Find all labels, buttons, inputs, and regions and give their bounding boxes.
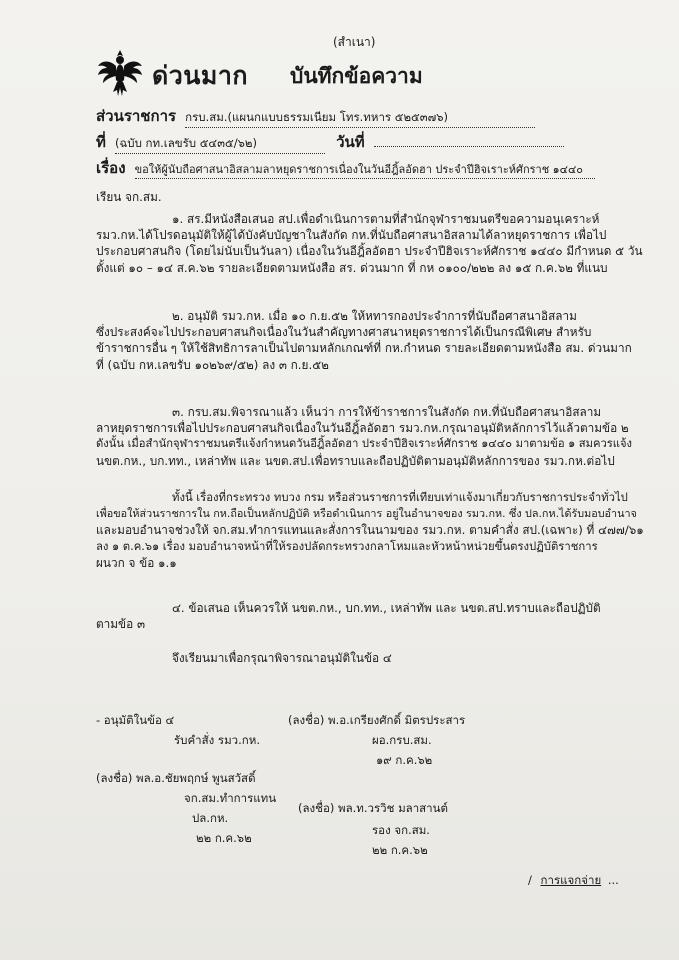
text-line: ทั้งนี้ เรื่องที่กระทรวง ทบวง กรม หรือส่วนราชการที่เทียบเท่าแจ้งมาเกี่ยวกับราชการประจำทั่วไป xyxy=(172,491,628,504)
left-signature-position: จก.สม.ทำการแทน xyxy=(184,791,277,805)
date-label: วันที่ xyxy=(336,133,365,151)
text-line: ผนวก จ ข้อ ๑.๑ xyxy=(96,555,177,570)
right2-signature-name: (ลงชื่อ) พล.ท.วรวิช มลาสานต์ xyxy=(298,801,448,815)
reference-row xyxy=(96,130,564,154)
text-line: ๓. กรบ.สม.พิจารณาแล้ว เห็นว่า การให้ข้าราชการในสังกัด กห.ที่นับถือศาสนาอิสลาม xyxy=(172,405,602,419)
distribution-link: การแจกจ่าย xyxy=(540,873,602,887)
agency-row xyxy=(96,104,535,128)
approval-order: รับคำสั่ง รมว.กห. xyxy=(174,733,260,747)
footer-ellipsis: ... xyxy=(607,873,619,887)
text-line: และมอบอำนาจช่วงให้ จก.สม.ทำการแทนและสั่งการในนามของ รมว.กห. ตามคำสั่ง สป.(เฉพาะ) ที่ ๔๗๗/๖๑ xyxy=(96,523,644,538)
garuda-emblem-icon xyxy=(96,48,144,98)
paragraph-1 xyxy=(96,211,643,276)
agency-label: ส่วนราชการ xyxy=(96,107,177,125)
agency-value: กรบ.สม.(แผนกแบบธรรมเนียม โทร.ทหาร ๕๒๕๓๗๖) xyxy=(185,109,535,128)
text-line: ประกอบศาสนกิจ (โดยไม่นับเป็นวันลา) เนื่องในวันอีฎิ้ลอัดฮา ประจำปีฮิจเราะห์ศักราช ๑๔๔๐ มีกำหนด ๕ วัน xyxy=(96,244,643,259)
subject-value: ขอให้ผู้นับถือศาสนาอิสลามลาหยุดราชการเนื่องในวันอีฎิ้ลอัดฮา ประจำปีฮิจเราะห์ศักราช ๑๔๔๐ xyxy=(135,160,595,179)
reference-value: (ฉบับ กท.เลขรับ ๕๔๓๕/๖๒) xyxy=(115,135,325,154)
subject-row xyxy=(96,156,595,180)
left-signature-position2: ปล.กห. xyxy=(192,811,229,825)
subject-label: เรื่อง xyxy=(96,159,126,177)
reference-label: ที่ xyxy=(96,133,106,151)
text-line: ลง ๑ ต.ค.๖๑ เรื่อง มอบอำนาจหน้าที่ให้รองปลัดกระทรวงกลาโหมและหัวหน้าหน่วยขึ้นตรงปฏิบัติราชการ xyxy=(96,539,598,553)
text-line: ๔. ข้อเสนอ เห็นควรให้ นขต.กห., บก.ทท., เหล่าทัพ และ นขต.สป.ทราบและถือปฏิบัติ xyxy=(172,601,601,615)
text-line: รมว.กห.ได้โปรดอนุมัติให้ผู้ได้บังคับบัญชาในสังกัด กห.ที่นับถือศาสนาอิสลามได้ลาหยุดราชการ เพื่อไป xyxy=(96,228,607,243)
paragraph-4 xyxy=(96,600,636,632)
paragraph-3b xyxy=(96,490,644,571)
text-line: ลาหยุดราชการเพื่อไปประกอบศาสนกิจเนื่องในวันอีฎิ้ลอัดฮา รมว.กห.กรุณาอนุมัติหลักการไว้แล้วตามข้อ ๒ xyxy=(96,421,629,436)
text-line: ๒. อนุมัติ รมว.กห. เมื่อ ๑๐ ก.ย.๕๒ ให้หทารกองประจำการที่นับถือศาสนาอิสลาม xyxy=(172,309,577,323)
paragraph-3 xyxy=(96,404,636,469)
closing-line: จึงเรียนมาเพื่อกรุณาพิจารณาอนุมัติในข้อ ๔ xyxy=(172,651,392,665)
right1-signature-date: ๑๙ ก.ค.๖๒ xyxy=(376,753,433,767)
distribution-footer xyxy=(528,872,619,890)
text-line: ดังนั้น เมื่อสำนักจุฬาราชมนตรีแจ้งกำหนดวันอีฎิ้ลอัดฮา ประจำปีฮิจเราะห์ศักราช ๑๔๔๐ มาตามข้อ ๑ สมควรแจ้ง xyxy=(96,437,632,451)
right1-signature-position: ผอ.กรบ.สม. xyxy=(372,733,432,747)
right2-signature-position: รอง จก.สม. xyxy=(372,823,430,837)
date-value xyxy=(374,146,564,147)
text-line: ตามข้อ ๓ xyxy=(96,617,146,632)
text-line: ซึ่งประสงค์จะไปประกอบศาสนกิจเนื่องในวันสำคัญทางศาสนาหยุดราชการได้เป็นกรณีพิเศษ สำหรับ xyxy=(96,325,592,340)
text-line: ข้าราชการอื่น ๆ ให้ใช้สิทธิการลาเป็นไปตามหลักเกณฑ์ที่ กห.กำหนด รายละเอียดตามหนังสือ สม. ด่วนมาก xyxy=(96,341,632,356)
left-signature-date: ๒๒ ก.ค.๖๒ xyxy=(196,831,252,845)
paragraph-2 xyxy=(96,308,636,373)
text-line: ๑. สร.มีหนังสือเสนอ สป.เพื่อดำเนินการตามที่สำนักจุฬาราชมนตรีขอความอนุเคราะห์ xyxy=(172,212,600,226)
text-line: ที่ (ฉบับ กห.เลขรับ ๑๐๒๖๙/๕๒) ลง ๓ ก.ย.๕๒ xyxy=(96,357,329,372)
left-signature-name: (ลงชื่อ) พล.อ.ชัยพฤกษ์ พูนสวัสดิ์ xyxy=(96,771,256,785)
right2-signature-date: ๒๒ ก.ค.๖๒ xyxy=(372,843,428,857)
text-line: นขต.กห., บก.ทท., เหล่าทัพ และ นขต.สป.เพื่อทราบและถือปฏิบัติตามอนุมัติหลักการของ รมว.กห.ต่อไป xyxy=(96,453,615,468)
urgency-label: ด่วนมาก xyxy=(152,61,249,90)
text-line: ตั้งแต่ ๑๐ – ๑๔ ส.ค.๖๒ รายละเอียดตามหนังสือ สร. ด่วนมาก ที่ กห ๐๑๐๐/๒๒๒ ลง ๑๕ ก.ค.๖๒ ที่แนบ xyxy=(96,260,608,275)
right1-signature-name: (ลงชื่อ) พ.อ.เกรียงศักดิ์ มิตรประสาร xyxy=(288,713,466,727)
approval-note: - อนุมัติในข้อ ๔ xyxy=(96,713,175,727)
footer-slash: / xyxy=(528,873,532,887)
text-line: เพื่อขอให้ส่วนราชการใน กห.ถือเป็นหลักปฏิบัติ หรือดำเนินการ อยู่ในอำนาจของ รมว.กห. ซึ่ง ปล.กห.ได้รับมอบอำนาจ xyxy=(96,507,637,521)
page-title: บันทึกข้อความ xyxy=(290,64,423,88)
salutation: เรียน จก.สม. xyxy=(96,190,162,204)
copy-mark: (สำเนา) xyxy=(333,35,376,49)
